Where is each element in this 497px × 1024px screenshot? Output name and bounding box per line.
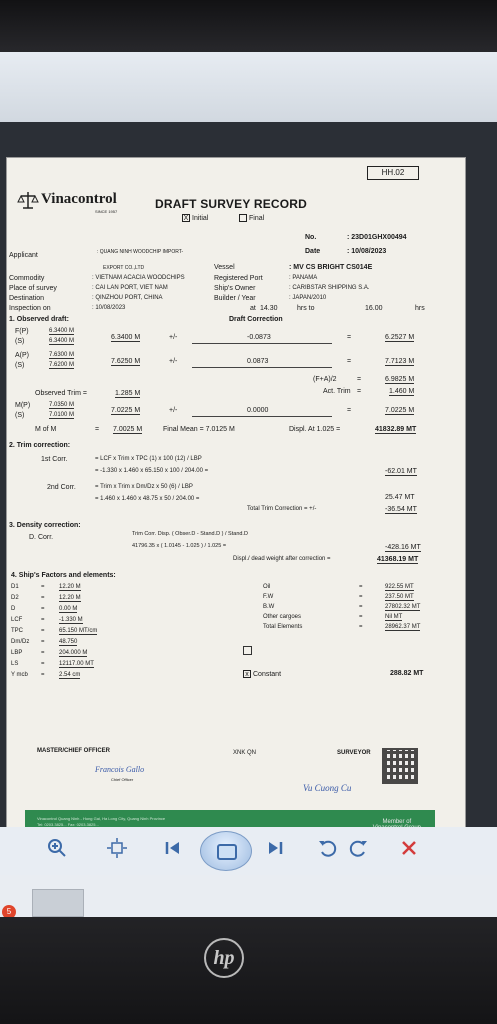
master-subtitle: Chief Officer (111, 777, 134, 782)
first-corr-formula: = LCF x Trim x TPC (1) x 100 (12) / LBP (95, 456, 202, 462)
element-value: 28962.37 MT (385, 624, 421, 630)
surveyor-label: SURVEYOR (337, 750, 371, 756)
fp-correction: -0.0873 (247, 334, 271, 341)
ap-plusminus: +/- (169, 358, 178, 365)
slideshow-button[interactable] (200, 831, 252, 871)
document-title: DRAFT SURVEY RECORD (155, 197, 308, 211)
destination-value: : QINZHOU PORT, CHINA (92, 295, 163, 301)
mp-mean: 7.0225 M (111, 407, 141, 414)
factor-value: 48.750 (59, 639, 78, 645)
displ-label: Displ. At 1.025 = (289, 426, 341, 433)
second-corr-values: = 1.460 x 1.460 x 48.75 x 50 / 204.00 = (95, 496, 200, 502)
factor-value: 204.000 M (59, 650, 88, 656)
ap-value-1: 7.6300 M (49, 352, 75, 358)
draft-survey-document (6, 157, 466, 867)
form-ref-code: HH.02 (367, 166, 419, 180)
fp-label: F(P) (15, 328, 29, 335)
factor-equals: = (41, 628, 45, 634)
builder-value: : JAPAN/2010 (289, 295, 327, 301)
factor-equals: = (41, 639, 45, 645)
viewer-toolbar (0, 827, 497, 875)
footer-contact: Tel: 0203.3825... Fax: 0203.3825... (37, 822, 99, 827)
mp-equals: = (347, 407, 352, 414)
actual-size-icon[interactable] (104, 837, 130, 863)
factor-label: D1 (11, 584, 19, 590)
factor-equals: = (41, 595, 45, 601)
ship-factors-heading: 4. Ship's Factors and elements: (11, 572, 116, 579)
hp-logo: hp (204, 938, 244, 978)
inspection-label: Inspection on (9, 305, 51, 312)
factor-label: D (11, 606, 16, 612)
element-equals: = (359, 594, 363, 600)
density-values: 41796.35 x ( 1.0145 - 1.025 ) / 1.025 = (132, 543, 227, 549)
observed-trim-label: Observed Trim = (35, 390, 87, 397)
factor-equals: = (41, 672, 45, 678)
total-trim-label: Total Trim Correction = +/- (247, 506, 317, 512)
displ-after-value: 41368.19 MT (377, 556, 419, 563)
factor-label: TPC (11, 628, 23, 634)
footer-member-of: Member of (382, 819, 412, 825)
mp-label: M(P) (15, 402, 31, 409)
mp-result: 7.0225 M (385, 407, 415, 414)
applicant-value-2: EXPORT CO.,LTD (103, 265, 145, 271)
mp-value-2: 7.0100 M (49, 412, 75, 418)
initial-check-mark: X (183, 215, 189, 222)
factor-value: 12117.00 MT (59, 661, 94, 667)
master-signature: Francois Gallo (95, 765, 145, 774)
builder-label: Builder / Year (214, 295, 256, 302)
rotate-left-icon[interactable] (314, 837, 340, 863)
factor-value: 12.20 M (59, 595, 81, 601)
registered-port-label: Registered Port (214, 275, 263, 282)
element-label: Oil (263, 584, 271, 590)
element-value: 27802.32 MT (385, 604, 421, 610)
ap-result: 7.7123 M (385, 358, 415, 365)
first-corr-label: 1st Corr. (41, 456, 68, 463)
fp-equals: = (347, 334, 352, 341)
brand-name: Vinacontrol (41, 191, 117, 207)
element-value: 922.55 MT (385, 584, 414, 590)
ship-owner-label: Ship's Owner (214, 285, 256, 292)
commodity-value: : VIETNAM ACACIA WOODCHIPS (92, 275, 185, 281)
factor-equals: = (41, 606, 45, 612)
element-label: Total Elements (263, 624, 303, 630)
factor-label: Y mcb (11, 672, 28, 678)
hrs-to-label: hrs to (297, 305, 315, 312)
registered-port-value: : PANAMA (289, 275, 318, 281)
observed-trim-value: 1.285 M (115, 390, 141, 397)
observed-draft-heading: 1. Observed draft: (9, 316, 69, 323)
delete-icon[interactable] (396, 837, 422, 863)
photo-viewer-header (0, 52, 497, 130)
factor-label: Dm/Dz (11, 639, 30, 645)
surveyor-signature: Vu Cuong Cu (303, 783, 352, 793)
initial-checkbox (182, 214, 208, 222)
density-correction-heading: 3. Density correction: (9, 522, 81, 529)
fp-result: 6.2527 M (385, 334, 415, 341)
factor-equals: = (41, 584, 45, 590)
xnk-label: XNK QN (233, 750, 257, 756)
constant-value: 288.82 MT (390, 670, 424, 677)
trim-correction-heading: 2. Trim correction: (9, 442, 71, 449)
element-equals: = (359, 614, 363, 620)
s-label: (S) (15, 338, 25, 345)
ap-label: A(P) (15, 352, 29, 359)
notification-badge[interactable]: 5 (2, 905, 16, 917)
element-label: Other cargoes (263, 614, 302, 620)
element-equals: = (359, 604, 363, 610)
factor-label: LBP (11, 650, 23, 656)
density-result: -428.16 MT (385, 544, 421, 551)
empty-checkbox (243, 646, 252, 655)
s-label-2: (S) (15, 362, 25, 369)
s-label-3: (S) (15, 412, 25, 419)
element-equals: = (359, 584, 363, 590)
date-value: : 10/08/2023 (347, 248, 387, 255)
element-label: F.W (263, 594, 274, 600)
mofm-value: 7.0025 M (113, 426, 143, 433)
inspection-value: : 10/08/2023 (92, 305, 126, 311)
element-equals: = (359, 624, 363, 630)
element-value: 237.50 MT (385, 594, 414, 600)
at-label: at (250, 305, 256, 312)
fp-value-2: 6.3400 M (49, 338, 75, 344)
factor-label: LCF (11, 617, 23, 623)
final-mean: Final Mean = 7.0125 M (163, 426, 235, 433)
final-checkbox (239, 214, 264, 222)
factor-value: 2.54 cm (59, 672, 81, 678)
fp-mean: 6.3400 M (111, 334, 141, 341)
act-trim-equals: = (357, 388, 362, 395)
destination-label: Destination (9, 295, 45, 302)
second-corr-result: 25.47 MT (385, 494, 415, 501)
factor-value: 12.20 M (59, 584, 81, 590)
constant-checkbox: x Constant (243, 670, 281, 678)
brand-since: SINCE 1957 (95, 209, 118, 214)
ship-owner-value: : CARIBSTAR SHIPPING S.A. (289, 285, 370, 291)
hrs-label: hrs (415, 305, 425, 312)
slideshow-icon (217, 844, 237, 860)
factor-value: 65.150 MT/cm (59, 628, 98, 634)
ap-mean: 7.6250 M (111, 358, 141, 365)
screen (0, 52, 497, 917)
no-label: No. (305, 234, 317, 241)
zoom-in-icon[interactable] (44, 837, 70, 863)
total-trim-value: -36.54 MT (385, 506, 417, 513)
factor-equals: = (41, 661, 45, 667)
previous-icon[interactable] (160, 837, 186, 863)
taskbar (0, 875, 497, 917)
displ-value: 41832.89 MT (375, 426, 417, 433)
mofm-label: M of M (35, 426, 57, 433)
place-label: Place of survey (9, 285, 57, 292)
at-value: 14.30 (260, 305, 278, 312)
monitor-bezel-bottom (0, 917, 497, 1024)
first-corr-values: = -1.330 x 1.460 x 65.150 x 100 / 204.00 = (95, 468, 209, 474)
fa2-equals: = (357, 376, 362, 383)
fp-value-1: 6.3400 M (49, 328, 75, 334)
fp-plusminus: +/- (169, 334, 178, 341)
density-formula: Trim Corr. Disp. ( Obser.D - Stand.D ) / Stand.D (132, 531, 248, 537)
factor-value: 0.00 M (59, 606, 78, 612)
factor-label: LS (11, 661, 19, 667)
displ-after-label: Displ./ dead weight after correction = (233, 556, 331, 562)
monitor-bezel-top (0, 0, 497, 58)
mofm-equals: = (95, 426, 100, 433)
factor-equals: = (41, 650, 45, 656)
second-corr-label: 2nd Corr. (47, 484, 76, 491)
date-label: Date (305, 248, 321, 255)
d-corr-label: D. Corr. (29, 534, 54, 541)
ap-equals: = (347, 358, 352, 365)
first-corr-result: -62.01 MT (385, 468, 417, 475)
taskbar-window-thumbnail[interactable] (32, 889, 84, 917)
mp-correction: 0.0000 (247, 407, 269, 414)
applicant-value: : QUANG NINH WOODCHIP IMPORT- (97, 249, 184, 255)
place-value: : CAI LAN PORT, VIET NAM (92, 285, 168, 291)
applicant-label: Applicant (9, 252, 38, 259)
element-label: B.W (263, 604, 275, 610)
fa2-label: (F+A)/2 (313, 376, 337, 383)
rotate-right-icon[interactable] (346, 837, 372, 863)
to-value: 16.00 (365, 305, 383, 312)
second-corr-formula: = Trim x Trim x Dm/Dz x 50 (6) / LBP (95, 484, 193, 490)
scales-logo-icon (17, 190, 39, 210)
next-icon[interactable] (262, 837, 288, 863)
master-label: MASTER/CHIEF OFFICER (37, 748, 110, 754)
footer-address: Vinacontrol Quang Ninh - Hong Gai, Ha Long City, Quang Ninh Province (37, 816, 166, 821)
act-trim-value: 1.460 M (389, 388, 415, 395)
vessel-label: Vessel (214, 264, 235, 271)
factor-equals: = (41, 617, 45, 623)
act-trim-label: Act. Trim (323, 388, 351, 395)
factor-value: -1.330 M (59, 617, 83, 623)
element-value: Nil MT (385, 614, 403, 620)
ap-value-2: 7.6200 M (49, 362, 75, 368)
mp-value-1: 7.0350 M (49, 402, 75, 408)
constant-label: Constant (253, 670, 282, 678)
vessel-value: : MV CS BRIGHT CS014E (289, 264, 373, 271)
final-label: Final (249, 214, 265, 222)
no-value: : 23D01GHX00494 (347, 234, 407, 241)
draft-correction-heading: Draft Correction (229, 316, 283, 323)
initial-label: Initial (192, 214, 209, 222)
commodity-label: Commodity (9, 275, 45, 282)
mp-plusminus: +/- (169, 407, 178, 414)
ap-correction: 0.0873 (247, 358, 269, 365)
factor-label: D2 (11, 595, 19, 601)
qr-code (382, 748, 418, 784)
fa2-value: 6.9825 M (385, 376, 415, 383)
